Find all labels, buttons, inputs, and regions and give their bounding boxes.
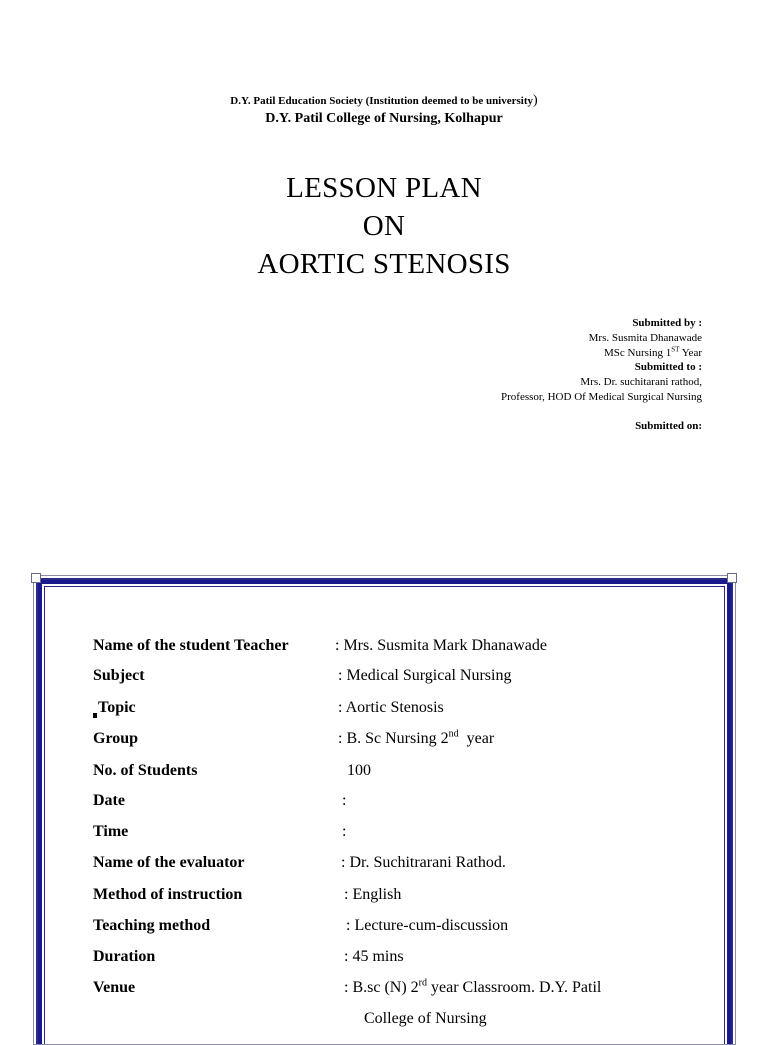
detail-label: Name of the student Teacher xyxy=(93,637,289,654)
detail-value: : xyxy=(342,823,347,840)
detail-row-evaluator xyxy=(93,852,713,874)
detail-row-duration xyxy=(93,946,713,968)
detail-value: : xyxy=(342,792,347,809)
title-topic: AORTIC STENOSIS xyxy=(257,248,511,280)
detail-label: Subject xyxy=(93,667,145,684)
detail-row-venue-continued xyxy=(93,1008,713,1030)
detail-value: : Medical Surgical Nursing xyxy=(338,667,512,684)
detail-value: : B. Sc Nursing 2nd year xyxy=(338,728,495,747)
border-corner-top-right xyxy=(727,573,737,583)
border-corner-top-left xyxy=(31,573,41,583)
college-name: D.Y. Patil College of Nursing, Kolhapur xyxy=(265,111,503,126)
detail-row-topic xyxy=(93,697,713,719)
detail-row-student-teacher xyxy=(93,635,713,657)
detail-value: College of Nursing xyxy=(364,1010,487,1027)
detail-label: Topic xyxy=(98,699,136,716)
detail-value: : Mrs. Susmita Mark Dhanawade xyxy=(335,637,547,654)
title-on: ON xyxy=(362,210,406,242)
detail-value: : Lecture-cum-discussion xyxy=(346,917,509,934)
detail-value: : Dr. Suchitrarani Rathod. xyxy=(341,854,506,871)
detail-row-teaching-method xyxy=(93,915,713,937)
submitted-by-course: MSc Nursing 1ST Year xyxy=(603,345,702,359)
submitted-to-label: Submitted to : xyxy=(634,361,702,373)
detail-row-venue xyxy=(93,977,713,999)
detail-label: Method of instruction xyxy=(93,886,243,903)
detail-row-date xyxy=(93,790,713,812)
detail-row-method-instruction xyxy=(93,884,713,906)
detail-label: Date xyxy=(93,792,125,809)
submitted-to-role: Professor, HOD Of Medical Surgical Nursing xyxy=(501,391,702,403)
detail-label: Name of the evaluator xyxy=(93,854,245,871)
submitted-on-label: Submitted on: xyxy=(635,420,702,432)
detail-row-subject xyxy=(93,665,713,687)
submitted-to-name: Mrs. Dr. suchitarani rathod, xyxy=(580,376,702,388)
society-name: D.Y. Patil Education Society (Institution deemed to be university) xyxy=(230,93,538,108)
detail-value: : Aortic Stenosis xyxy=(338,699,444,716)
detail-label: Venue xyxy=(93,979,136,996)
detail-value: 100 xyxy=(347,762,371,779)
detail-value: : 45 mins xyxy=(344,948,404,965)
detail-row-time xyxy=(93,821,713,843)
detail-label: No. of Students xyxy=(93,762,198,779)
title-lesson-plan: LESSON PLAN xyxy=(286,172,482,204)
detail-row-group xyxy=(93,728,713,750)
detail-row-students xyxy=(93,760,713,782)
submitted-by-label: Submitted by : xyxy=(632,317,702,329)
detail-value: : B.sc (N) 2rd year Classroom. D.Y. Patil xyxy=(344,977,602,996)
detail-label: Group xyxy=(93,730,139,747)
detail-label: Duration xyxy=(93,948,156,965)
detail-value: : English xyxy=(344,886,402,903)
detail-label: Teaching method xyxy=(93,917,211,934)
detail-label: Time xyxy=(93,823,129,840)
submitted-by-name: Mrs. Susmita Dhanawade xyxy=(588,332,702,344)
